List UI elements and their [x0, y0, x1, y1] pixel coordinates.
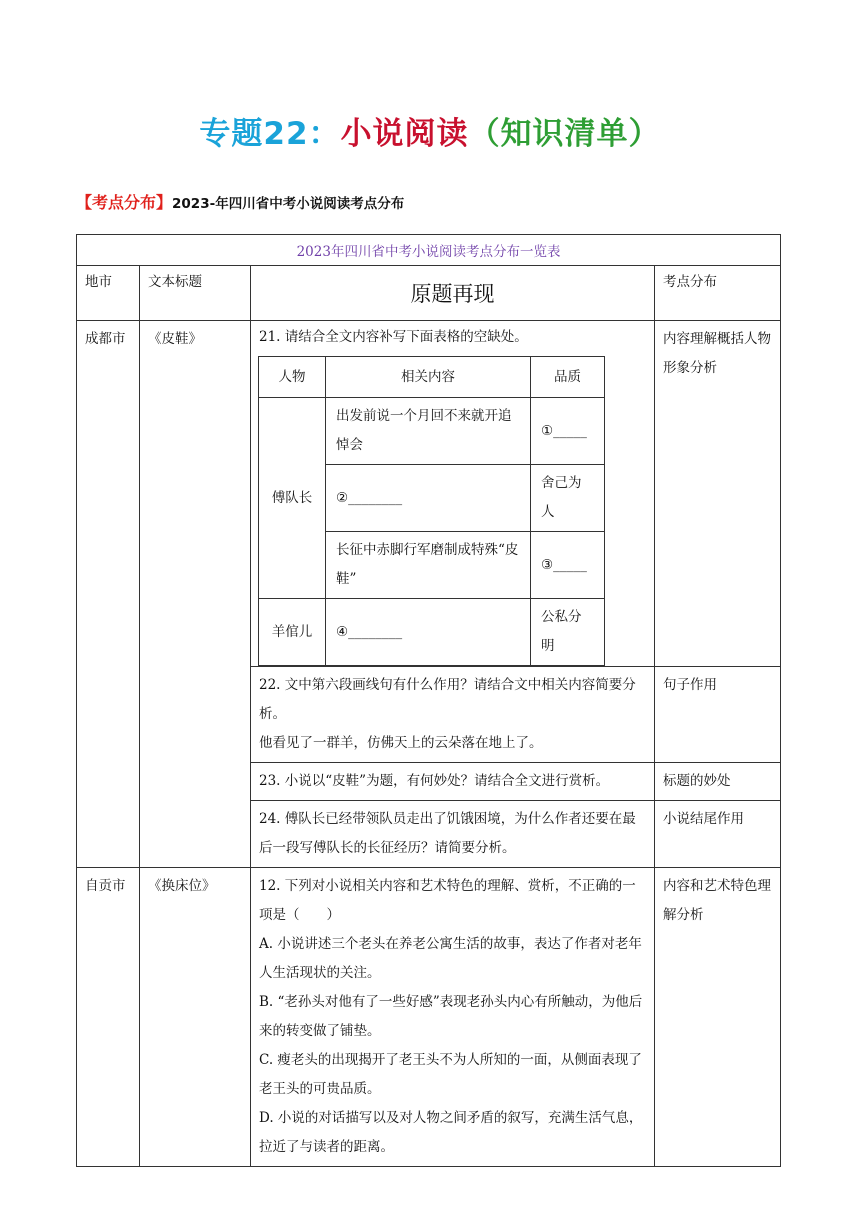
text-title-pixie: 《皮鞋》 [140, 321, 251, 868]
question-24: 24. 傅队长已经带领队员走出了饥饿困境，为什么作者还要在最后一段写傅队长的长征经历？请简要分析。 [251, 801, 655, 868]
inner-quality-2: 舍己为人 [531, 465, 605, 532]
option-a: A. 小说讲述三个老头在养老公寓生活的故事，表达了作者对老年人生活现状的关注。 [259, 936, 642, 981]
points-21: 内容理解概括人物形象分析 [655, 321, 781, 667]
points-24: 小说结尾作用 [655, 801, 781, 868]
header-city: 地市 [77, 266, 140, 321]
distribution-table [76, 234, 781, 1167]
header-text-title: 文本标题 [140, 266, 251, 321]
inner-content-1: 出发前说一个月回不来就开追悼会 [326, 398, 531, 465]
inner-header-quality: 品质 [531, 357, 605, 398]
city-zigong: 自贡市 [77, 868, 140, 1167]
section-bracket: 【考点分布】 [76, 193, 173, 212]
question-12: 12. 下列对小说相关内容和艺术特色的理解、赏析，不正确的一项是（ ） A. 小说讲述三个老头在养老公寓生活的故事，表达了作者对老年人生活现状的关注。 B. “老孙头对他有了一些好感”表现老孙头内心有所触动，为他后来的转变做了铺垫。 C. 瘦老头的出现揭开了老王头不为人所知的一面，从侧面表现了老王头的可贵品质。 D. 小说的对话描写以及对人物之间矛盾的叙写，充满生活气息，拉近了与读者的距离。 [251, 868, 655, 1167]
inner-quality-3: ③_____ [531, 532, 605, 599]
table-row [77, 321, 781, 667]
inner-header-content: 相关内容 [326, 357, 531, 398]
option-d: D. 小说的对话描写以及对人物之间矛盾的叙写，充满生活气息，拉近了与读者的距离。 [259, 1110, 643, 1155]
option-c: C. 瘦老头的出现揭开了老王头不为人所知的一面，从侧面表现了老王头的可贵品质。 [259, 1052, 642, 1097]
points-23: 标题的妙处 [655, 763, 781, 801]
header-points: 考点分布 [655, 266, 781, 321]
inner-content-3: 长征中赤脚行军磨制成特殊“皮鞋” [326, 532, 531, 599]
question-22: 22. 文中第六段画线句有什么作用？请结合文中相关内容简要分析。 他看见了一群羊，仿佛天上的云朵落在地上了。 [251, 667, 655, 763]
header-question: 原题再现 [251, 266, 655, 321]
table-caption: 2023年四川省中考小说阅读考点分布一览表 [77, 235, 781, 266]
section-heading [76, 190, 404, 213]
option-b: B. “老孙头对他有了一些好感”表现老孙头内心有所触动，为他后来的转变做了铺垫。 [259, 994, 643, 1039]
page-title: 专题22：小说阅读（知识清单） [199, 116, 661, 152]
inner-person-yang: 羊倌儿 [259, 599, 326, 666]
inner-content-2: ②________ [326, 465, 531, 532]
inner-content-4: ④________ [326, 599, 531, 666]
section-text: 2023-年四川省中考小说阅读考点分布 [172, 196, 405, 212]
inner-quality-4: 公私分明 [531, 599, 605, 666]
question-23: 23. 小说以“皮鞋”为题，有何妙处？请结合全文进行赏析。 [251, 763, 655, 801]
table-row [77, 868, 781, 1167]
fill-in-table [258, 356, 605, 666]
points-22: 句子作用 [655, 667, 781, 763]
inner-header-person: 人物 [259, 357, 326, 398]
inner-person-fu: 傅队长 [259, 398, 326, 599]
question-21: 21. 请结合全文内容补写下面表格的空缺处。 人物 相关内容 品质 傅队长 出发前说一个月回不来就开追悼会 ①_____ ②________ 舍己为人 长征中赤脚行军磨制成特殊“皮鞋” ③_____ 羊倌儿 ④________ 公私分明 [251, 321, 655, 667]
inner-quality-1: ①_____ [531, 398, 605, 465]
points-12: 内容和艺术特色理解分析 [655, 868, 781, 1167]
city-chengdu: 成都市 [77, 321, 140, 868]
text-title-huanchuangwei: 《换床位》 [140, 868, 251, 1167]
